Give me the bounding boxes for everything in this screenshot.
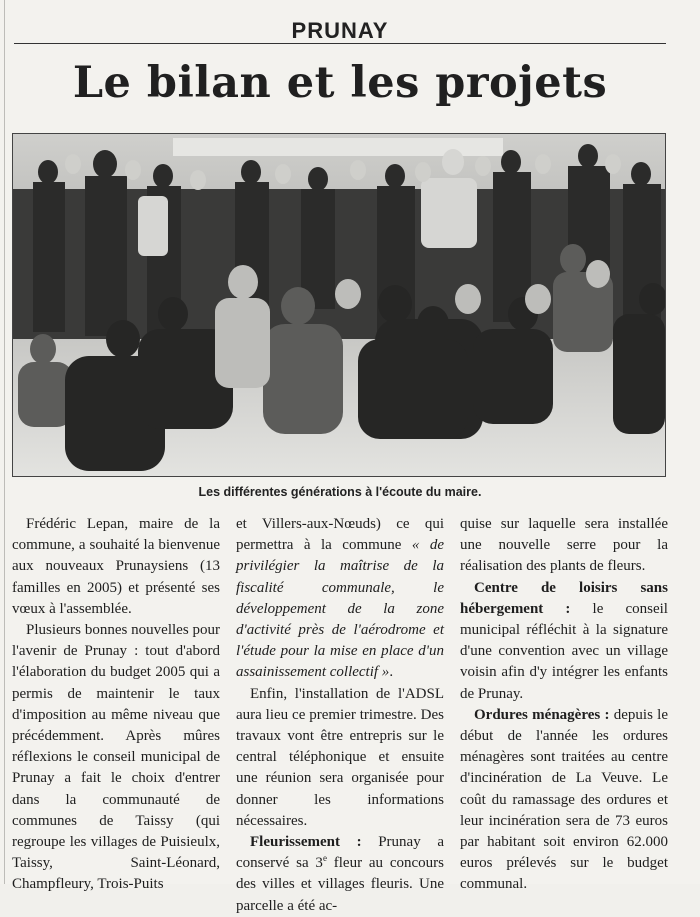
text-run: . bbox=[389, 664, 394, 681]
paragraph: Plusieurs bonnes nouvelles pour l'avenir de Prunay : tout d'abord l'élaboration du budget 2005 qui a permis de maintenir le taux d'imposition au même niveau que précédemment. Après mûres réflexions le conseil municipal de Prunay a fait le choix d'entrer dans la communauté de communes de Taissy (qui regroupe les villages de Puisieulx, Taissy, Saint-Léonard, Champfleury, Trois-Puits bbox=[12, 622, 220, 893]
paragraph: Frédéric Lepan, maire de la commune, a souhaité la bienvenue aux nouveaux Prunaysiens (13 familles en 2005) et présenté ses vœux à l'assemblée. bbox=[12, 516, 220, 617]
column-divider bbox=[4, 0, 5, 884]
quote: « de privilégier la maîtrise de la fiscalité communale, le développement de la zone d'activité près de l'aérodrome et l'étude pour la mise en place d'un assainissement collectif » bbox=[236, 537, 444, 681]
subhead: Fleurissement : bbox=[250, 834, 362, 851]
article-column-3 bbox=[460, 514, 668, 896]
paragraph bbox=[460, 578, 668, 705]
photo-caption: Les différentes générations à l'écoute du maire. bbox=[198, 485, 482, 499]
subhead: Centre de loisirs sans hébergement : bbox=[460, 579, 668, 617]
text-run: le conseil municipal réfléchit à la signature d'une convention avec un village voisin afin d'y intégrer les enfants de Prunay. bbox=[460, 600, 668, 702]
article-column-2 bbox=[236, 514, 444, 917]
text-run: fleur au concours des villes et villages fleuris. Une parcelle a été ac- bbox=[236, 855, 444, 914]
text-run: depuis le début de l'année les ordures ménagères sont traitées au centre d'incinération de La Veuve. Le coût du ramassage des ordures et leur incinération sera de 73 euros par habitant soit environ 62.000 euros prélevés sur le budget communal. bbox=[460, 706, 668, 893]
paragraph bbox=[236, 514, 444, 684]
paragraph bbox=[236, 832, 444, 917]
article-column-1 bbox=[12, 514, 220, 896]
paragraph: Enfin, l'installation de l'ADSL aura lieu ce premier trimestre. Des travaux vont être entrepris sur le central téléphonique et ensuite une réunion sera organisée pour donner les informations nécessaires. bbox=[236, 685, 444, 829]
section-kicker: PRUNAY bbox=[291, 18, 389, 43]
subhead: Ordures ménagères : bbox=[474, 706, 610, 723]
paragraph: quise sur laquelle sera installée une nouvelle serre pour la réalisation des plants de fleurs. bbox=[460, 516, 668, 575]
text-run: et Villers-aux-Nœuds) ce qui permettra à la commune bbox=[236, 516, 444, 554]
headline: Le bilan et les projets bbox=[72, 58, 608, 108]
paragraph bbox=[460, 705, 668, 896]
header-rule bbox=[14, 43, 666, 44]
crowd-photo bbox=[12, 133, 666, 477]
text-run: Prunay a conservé sa 3 bbox=[236, 834, 444, 872]
superscript: e bbox=[322, 853, 327, 864]
